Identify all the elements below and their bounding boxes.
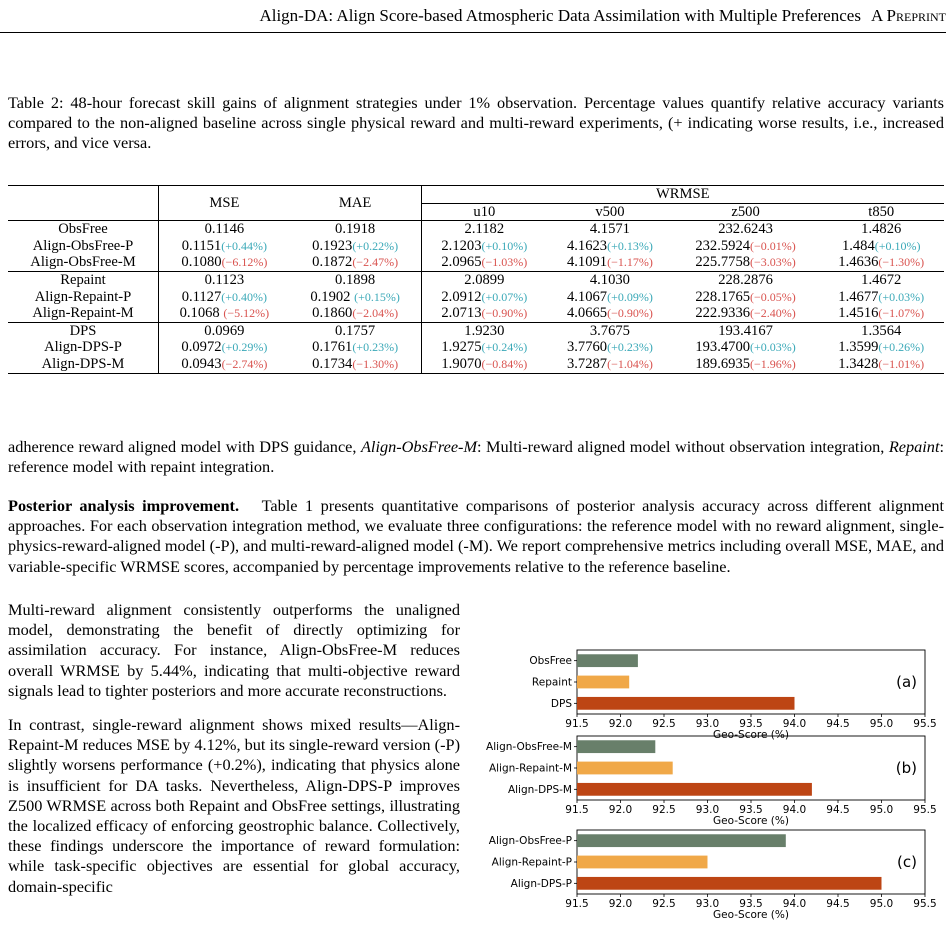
table-cell (818, 305, 944, 322)
x-tick-label: 92.5 (652, 718, 676, 730)
table-cell (421, 254, 547, 271)
table-header-row-1 (8, 186, 944, 204)
table-cell (290, 356, 421, 373)
bar (577, 740, 655, 753)
cell-value: 1.9070 (441, 355, 482, 372)
table-cell (421, 356, 547, 373)
table-cell (673, 289, 819, 306)
table-row (8, 271, 944, 288)
cell-value: 4.1067 (566, 288, 608, 305)
table-cell (421, 339, 547, 356)
cell-value: 2.0899 (464, 271, 505, 288)
table-cell (547, 339, 672, 356)
x-tick-label: 92.0 (608, 898, 633, 910)
cell-value: 1.484 (841, 237, 875, 254)
x-tick-label: 94.0 (782, 898, 807, 910)
cell-delta: (+0.23%) (607, 340, 653, 355)
cell-value: 232.6243 (718, 221, 773, 238)
table-row (8, 221, 944, 238)
table-cell (159, 254, 290, 271)
cell-value: 189.6935 (695, 355, 751, 372)
cell-delta: (+0.22%) (352, 238, 399, 253)
cell-delta: (−2.74%) (221, 356, 268, 371)
table-cell (159, 238, 290, 255)
x-tick-label: 92.0 (608, 804, 633, 816)
table-cell (159, 289, 290, 306)
row-label: DPS (8, 322, 159, 339)
chart-panel-c (489, 830, 937, 921)
y-tick-label: Align-DPS-M (507, 783, 572, 796)
header-tag: A Preprint (870, 6, 946, 25)
cell-delta: (+0.23%) (352, 340, 399, 355)
geo-score-figure (470, 640, 940, 950)
cell-value: 0.0969 (204, 322, 245, 339)
x-tick-label: 94.5 (826, 804, 850, 816)
results-table (8, 185, 944, 374)
cell-value: 0.1146 (204, 221, 245, 238)
cell-value: 0.1898 (335, 271, 376, 288)
bar (577, 676, 629, 689)
table-cell (673, 254, 819, 271)
table-cell (159, 305, 290, 322)
section-heading: Posterior analysis improvement. (8, 496, 240, 515)
table-cell (159, 322, 290, 339)
table-cell (673, 339, 819, 356)
table-cell (818, 238, 944, 255)
cell-value: 0.1757 (335, 322, 376, 339)
table-cell (290, 271, 421, 288)
cell-value: 2.0912 (441, 288, 482, 305)
cell-delta: (+0.10%) (874, 238, 921, 253)
table-cell (673, 271, 819, 288)
cell-value: 4.1091 (566, 254, 608, 271)
cell-delta: (−0.90%) (607, 306, 653, 321)
cell-value: 3.7675 (589, 322, 630, 339)
cell-delta: (+0.40%) (221, 289, 268, 304)
cell-value: 193.4167 (718, 322, 773, 339)
cell-value: 225.7758 (695, 254, 751, 271)
cell-delta: (−2.47%) (352, 255, 399, 270)
x-tick-label: 93.5 (739, 804, 763, 816)
cell-delta: (+0.15%) (354, 289, 400, 304)
table-cell (159, 356, 290, 373)
table-cell (673, 322, 819, 339)
bar (577, 856, 708, 869)
cell-value: 1.4636 (838, 254, 879, 271)
col-mae: MAE (338, 194, 372, 211)
y-tick-label: Repaint (531, 676, 572, 689)
cell-value: 4.1030 (589, 271, 630, 288)
x-tick-label: 95.0 (869, 718, 894, 730)
cell-value: 0.1872 (312, 254, 353, 271)
x-tick-label: 91.5 (565, 898, 589, 910)
cell-delta: (−2.04%) (352, 306, 399, 321)
table-cell (547, 322, 672, 339)
cell-value: 0.1080 (181, 254, 222, 271)
table-cell (818, 289, 944, 306)
table-cell (818, 271, 944, 288)
cell-value: 1.9230 (464, 322, 505, 339)
cell-delta: (+0.26%) (878, 340, 925, 355)
cell-value: 4.1623 (566, 237, 608, 254)
cell-value: 0.1127 (181, 288, 222, 305)
cell-delta: (+0.13%) (607, 238, 653, 253)
bar (577, 783, 812, 796)
table-cell (818, 356, 944, 373)
bar (577, 834, 786, 847)
row-label: Align-Repaint-M (32, 305, 134, 322)
table-cell (547, 238, 672, 255)
cell-value: 1.3564 (861, 322, 902, 339)
cell-delta: (−1.17%) (607, 255, 653, 270)
table-cell (421, 238, 547, 255)
table-cell (421, 271, 547, 288)
x-axis-label: Geo-Score (%) (713, 815, 789, 827)
cell-delta: (−0.01%) (750, 238, 796, 253)
cell-delta: (+0.07%) (481, 289, 528, 304)
y-tick-label: ObsFree (529, 655, 572, 668)
table-cell (818, 322, 944, 339)
cell-delta: (+0.44%) (221, 238, 268, 253)
table-cell (818, 221, 944, 238)
cell-value: 0.1923 (312, 237, 353, 254)
x-tick-label: 95.0 (869, 804, 894, 816)
x-tick-label: 94.0 (782, 804, 807, 816)
cell-value: 232.5924 (695, 237, 751, 254)
table-cell (290, 254, 421, 271)
table-cell (159, 271, 290, 288)
y-tick-label: Align-ObsFree-P (488, 835, 572, 848)
row-label: Align-ObsFree-P (32, 237, 134, 254)
cell-delta: (−5.12%) (223, 306, 270, 321)
cell-delta: (+0.29%) (221, 340, 268, 355)
table-row (8, 339, 944, 356)
row-label: Align-DPS-P (44, 339, 122, 356)
y-tick-label: Align-Repaint-M (488, 762, 572, 775)
cell-delta: (−1.04%) (607, 356, 653, 371)
x-tick-label: 91.5 (565, 804, 589, 816)
x-tick-label: 95.5 (913, 718, 937, 730)
table-cell (159, 339, 290, 356)
cell-value: 0.1068 (179, 305, 224, 322)
col-z500: z500 (673, 203, 819, 221)
left-column-text (8, 600, 460, 911)
row-label: Align-ObsFree-M (30, 254, 136, 271)
table-caption: Table 2: 48-hour forecast skill gains of alignment strategies under 1% observation. Percentage values quantify relative accuracy variants compared to the non-aligned baseline across single physical reward and multi-reward experiments, (+ indicating worse results, i.e., increased errors, and vice versa. (8, 93, 944, 153)
cell-delta: (+0.24%) (481, 340, 528, 355)
row-label: ObsFree (8, 221, 159, 238)
x-tick-label: 94.5 (826, 718, 850, 730)
cell-value: 193.4700 (695, 339, 751, 356)
table-cell (818, 254, 944, 271)
table-row (8, 322, 944, 339)
x-tick-label: 92.0 (608, 718, 633, 730)
cell-value: 1.9275 (441, 339, 482, 356)
table-cell (547, 271, 672, 288)
x-tick-label: 95.5 (913, 804, 937, 816)
cell-delta: (−0.84%) (481, 356, 528, 371)
bar (577, 697, 795, 710)
table-cell (290, 322, 421, 339)
cell-delta: (−0.90%) (481, 306, 528, 321)
cell-value: 0.1918 (335, 221, 376, 238)
panel-label: (c) (897, 853, 917, 871)
cell-value: 1.4826 (861, 221, 902, 238)
col-u10: u10 (421, 203, 547, 221)
row-label: Repaint (8, 271, 159, 288)
bar (577, 762, 673, 775)
chart-panel-b (486, 736, 937, 827)
cell-delta: (−6.12%) (221, 255, 268, 270)
wrmse-header: WRMSE (421, 186, 944, 204)
table-cell (159, 221, 290, 238)
cell-value: 228.1765 (695, 288, 751, 305)
table-cell (290, 221, 421, 238)
cell-delta: (−1.03%) (481, 255, 528, 270)
paragraph-multi-reward: Multi-reward alignment consistently outperforms the unaligned model, demonstrating the benefit of directly optimizing for assimilation accuracy. For instance, Align-ObsFree-M reduces overall WRMSE by 5.44%, indicating that multi-objective reward signals lead to tighter posteriors and more accurate reconstructions. (8, 600, 460, 700)
x-tick-label: 93.5 (739, 718, 763, 730)
cell-delta: (+0.10%) (481, 238, 528, 253)
x-tick-label: 95.5 (913, 898, 937, 910)
cell-delta: (−2.40%) (750, 306, 796, 321)
table-cell (290, 289, 421, 306)
x-tick-label: 92.5 (652, 804, 676, 816)
cell-value: 2.1182 (464, 221, 505, 238)
cell-value: 0.1761 (312, 339, 353, 356)
x-tick-label: 93.0 (695, 718, 720, 730)
cell-value: 0.1151 (181, 237, 222, 254)
table-row (8, 305, 944, 322)
cell-delta: (−1.07%) (878, 306, 925, 321)
cell-value: 3.7287 (566, 355, 608, 372)
cell-delta: (+0.03%) (878, 289, 925, 304)
x-axis-label: Geo-Score (%) (713, 909, 789, 921)
row-label: Align-Repaint-P (34, 288, 132, 305)
table-cell (547, 289, 672, 306)
x-tick-label: 93.0 (695, 898, 720, 910)
table-cell (421, 221, 547, 238)
panel-label: (a) (896, 673, 917, 691)
cell-value: 0.0943 (181, 355, 222, 372)
header-title: Align-DA: Align Score-based Atmospheric Data Assimilation with Multiple Preferences (259, 6, 861, 25)
cell-delta: (−1.96%) (750, 356, 796, 371)
x-tick-label: 91.5 (565, 718, 589, 730)
table-cell (290, 339, 421, 356)
cell-value: 1.3428 (838, 355, 879, 372)
cell-delta: (−1.30%) (878, 255, 925, 270)
y-tick-label: Align-ObsFree-M (486, 741, 572, 754)
x-tick-label: 92.5 (652, 898, 676, 910)
y-tick-label: Align-DPS-P (510, 877, 572, 890)
table-cell (421, 289, 547, 306)
table-cell (547, 254, 672, 271)
cell-value: 222.9336 (695, 305, 751, 322)
table-cell (421, 305, 547, 322)
y-tick-label: DPS (550, 697, 572, 710)
cell-value: 4.1571 (589, 221, 630, 238)
cell-value: 0.1734 (312, 355, 353, 372)
col-mse: MSE (159, 186, 290, 221)
table-cell (673, 238, 819, 255)
table-cell (673, 356, 819, 373)
table-cell (673, 305, 819, 322)
row-label: Align-DPS-M (8, 356, 159, 373)
cell-value: 1.4672 (861, 271, 902, 288)
cell-value: 0.1123 (204, 271, 245, 288)
table-cell (547, 221, 672, 238)
bar (577, 877, 882, 890)
table-cell (818, 339, 944, 356)
cell-value: 3.7760 (566, 339, 608, 356)
table-cell (421, 322, 547, 339)
table-cell (673, 221, 819, 238)
cell-value: 2.1203 (441, 237, 482, 254)
table-row (8, 238, 944, 255)
paragraph-posterior: Posterior analysis improvement. Table 1 presents quantitative comparisons of posterior analysis accuracy across different alignment approaches. For each observation integration method, we evaluate three configurations: the reference model with no reward alignment, single-physics-reward-aligned model (-P), and multi-reward-aligned model (-M). We report comprehensive metrics including overall MSE, MAE, and variable-specific WRMSE scores, accompanied by percentage improvements relative to the reference baseline. (8, 496, 944, 576)
col-v500: v500 (547, 203, 672, 221)
cell-value: 0.1860 (312, 305, 353, 322)
cell-delta: (−0.05%) (750, 289, 796, 304)
table-cell (547, 305, 672, 322)
table-row (8, 289, 944, 306)
x-tick-label: 93.0 (695, 804, 720, 816)
panel-label: (b) (895, 759, 917, 777)
bar (577, 654, 638, 667)
y-tick-label: Align-Repaint-P (491, 856, 572, 869)
cell-value: 1.4677 (838, 288, 879, 305)
table-cell (547, 356, 672, 373)
cell-value: 1.4516 (838, 305, 879, 322)
table-row (8, 356, 944, 373)
cell-delta: (+0.03%) (750, 340, 796, 355)
header-rule (0, 32, 946, 33)
cell-delta: (−3.03%) (750, 255, 796, 270)
x-tick-label: 95.0 (869, 898, 894, 910)
cell-value: 2.0713 (441, 305, 482, 322)
col-t850: t850 (818, 203, 944, 221)
x-axis-label: Geo-Score (%) (713, 729, 789, 741)
x-tick-label: 93.5 (739, 898, 763, 910)
table-cell (290, 305, 421, 322)
cell-value: 1.3599 (838, 339, 879, 356)
x-tick-label: 94.5 (826, 898, 850, 910)
cell-value: 0.0972 (181, 339, 222, 356)
cell-value: 228.2876 (718, 271, 773, 288)
x-tick-label: 94.0 (782, 718, 807, 730)
cell-value: 0.1902 (310, 288, 355, 305)
cell-delta: (−1.01%) (878, 356, 925, 371)
cell-value: 4.0665 (566, 305, 608, 322)
paragraph-definitions: adherence reward aligned model with DPS guidance, Align-ObsFree-M: Multi-reward aligned model without observation integration, Repaint: reference model with repaint integration. (8, 437, 944, 477)
chart-panel-a (529, 650, 936, 741)
paragraph-single-reward: In contrast, single-reward alignment shows mixed results—Align-Repaint-M reduces MSE by 4.12%, but its single-reward version (-P) slightly worsens performance (+0.2%), indicating that physics alone is insufficient for DA tasks. Nevertheless, Align-DPS-P improves Z500 WRMSE across both Repaint and ObsFree settings, illustrating the localized efficacy of enforcing geostrophic balance. Collectively, these findings underscore the importance of reward formulation: while task-specific objectives are essential for global accuracy, domain-specific (8, 715, 460, 896)
table-row (8, 254, 944, 271)
cell-value: 2.0965 (441, 254, 482, 271)
cell-delta: (+0.09%) (607, 289, 653, 304)
table-cell (290, 238, 421, 255)
running-header (0, 6, 946, 26)
cell-delta: (−1.30%) (352, 356, 399, 371)
